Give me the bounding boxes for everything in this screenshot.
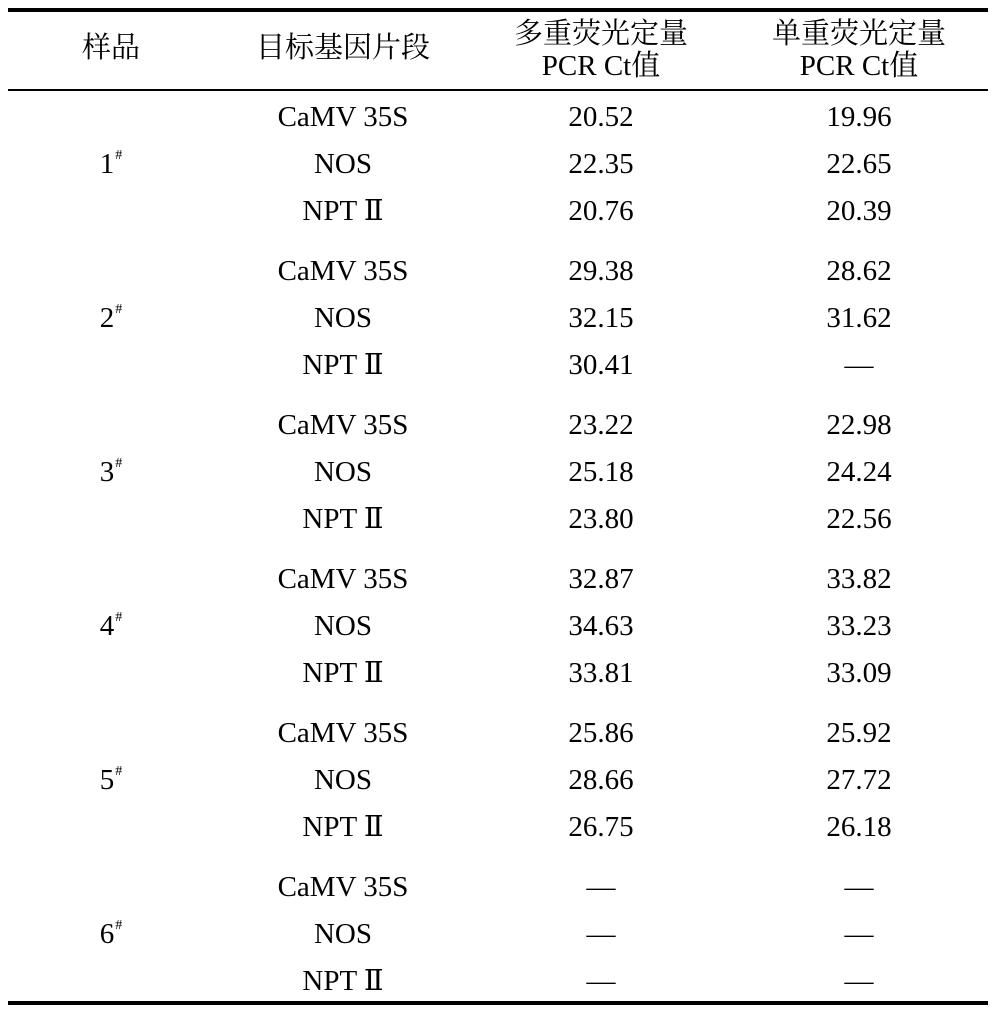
gene-fragment-cell: CaMV 35S	[277, 409, 409, 441]
sample-number: 3	[99, 456, 115, 488]
header-multiplex-line1: 多重荧光定量	[513, 18, 688, 50]
singleplex-ct-cell: 33.82	[826, 563, 892, 595]
table-header-rule	[8, 89, 988, 91]
gene-fragment-cell: NOS	[313, 148, 372, 180]
sample-label	[46, 138, 176, 182]
header-singleplex-line1: 单重荧光定量	[771, 18, 946, 50]
singleplex-ct-cell: 22.56	[826, 503, 892, 535]
gene-fragment-cell: CaMV 35S	[277, 871, 409, 903]
sample-number: 1	[99, 148, 115, 180]
gene-fragment-cell: NPT Ⅱ	[302, 965, 384, 997]
singleplex-ct-cell: 25.92	[826, 717, 892, 749]
multiplex-ct-cell: 23.22	[568, 409, 634, 441]
multiplex-ct-cell: 29.38	[568, 255, 634, 287]
header-gene-label: 目标基因片段	[255, 32, 430, 64]
sample-label	[46, 292, 176, 336]
gene-fragment-cell: NPT Ⅱ	[302, 657, 384, 689]
gene-fragment-cell: CaMV 35S	[277, 255, 409, 287]
singleplex-ct-cell: —	[844, 349, 874, 381]
header-singleplex-ct	[739, 18, 979, 82]
singleplex-ct-cell: 27.72	[826, 764, 892, 796]
sample-mark: #	[115, 148, 123, 163]
sample-label	[46, 754, 176, 798]
sample-number: 5	[99, 764, 115, 796]
gene-fragment-cell: NOS	[313, 302, 372, 334]
sample-label	[46, 908, 176, 952]
multiplex-ct-cell: —	[586, 918, 616, 950]
singleplex-ct-cell: 19.96	[826, 101, 892, 133]
multiplex-ct-cell: 26.75	[568, 811, 634, 843]
gene-fragment-cell: NPT Ⅱ	[302, 195, 384, 227]
header-multiplex-ct	[481, 18, 721, 82]
sample-mark: #	[115, 302, 123, 317]
header-gene	[243, 32, 443, 64]
sample-number: 4	[99, 610, 115, 642]
gene-fragment-cell: CaMV 35S	[277, 717, 409, 749]
gene-fragment-cell: NOS	[313, 764, 372, 796]
sample-label	[46, 600, 176, 644]
gene-fragment-cell: NPT Ⅱ	[302, 503, 384, 535]
singleplex-ct-cell: 28.62	[826, 255, 892, 287]
singleplex-ct-cell: 26.18	[826, 811, 892, 843]
header-sample-label: 样品	[81, 32, 140, 64]
singleplex-ct-cell: 24.24	[826, 456, 892, 488]
singleplex-ct-cell: 20.39	[826, 195, 892, 227]
multiplex-ct-cell: 28.66	[568, 764, 634, 796]
sample-number: 6	[99, 918, 115, 950]
gene-fragment-cell: CaMV 35S	[277, 563, 409, 595]
multiplex-ct-cell: 23.80	[568, 503, 634, 535]
sample-number: 2	[99, 302, 115, 334]
table-bottom-rule	[8, 1001, 988, 1005]
multiplex-ct-cell: 20.52	[568, 101, 634, 133]
gene-fragment-cell: NPT Ⅱ	[302, 349, 384, 381]
singleplex-ct-cell: 22.98	[826, 409, 892, 441]
header-multiplex-line2: PCR Ct值	[541, 50, 661, 82]
singleplex-ct-cell: —	[844, 918, 874, 950]
header-singleplex-line2: PCR Ct值	[799, 50, 919, 82]
singleplex-ct-cell: 22.65	[826, 148, 892, 180]
multiplex-ct-cell: 32.87	[568, 563, 634, 595]
multiplex-ct-cell: 30.41	[568, 349, 634, 381]
multiplex-ct-cell: 25.86	[568, 717, 634, 749]
table-top-rule	[8, 8, 988, 12]
sample-label	[46, 446, 176, 490]
multiplex-ct-cell: —	[586, 965, 616, 997]
sample-mark: #	[115, 764, 123, 779]
multiplex-ct-cell: 34.63	[568, 610, 634, 642]
singleplex-ct-cell: —	[844, 871, 874, 903]
singleplex-ct-cell: 33.09	[826, 657, 892, 689]
sample-mark: #	[115, 456, 123, 471]
header-sample	[46, 32, 176, 64]
multiplex-ct-cell: —	[586, 871, 616, 903]
multiplex-ct-cell: 25.18	[568, 456, 634, 488]
gene-fragment-cell: NPT Ⅱ	[302, 811, 384, 843]
multiplex-ct-cell: 20.76	[568, 195, 634, 227]
sample-mark: #	[115, 610, 123, 625]
gene-fragment-cell: NOS	[313, 610, 372, 642]
gene-fragment-cell: NOS	[313, 456, 372, 488]
multiplex-ct-cell: 32.15	[568, 302, 634, 334]
gene-fragment-cell: NOS	[313, 918, 372, 950]
singleplex-ct-cell: 31.62	[826, 302, 892, 334]
singleplex-ct-cell: —	[844, 965, 874, 997]
gene-fragment-cell: CaMV 35S	[277, 101, 409, 133]
multiplex-ct-cell: 33.81	[568, 657, 634, 689]
singleplex-ct-cell: 33.23	[826, 610, 892, 642]
sample-mark: #	[115, 918, 123, 933]
multiplex-ct-cell: 22.35	[568, 148, 634, 180]
